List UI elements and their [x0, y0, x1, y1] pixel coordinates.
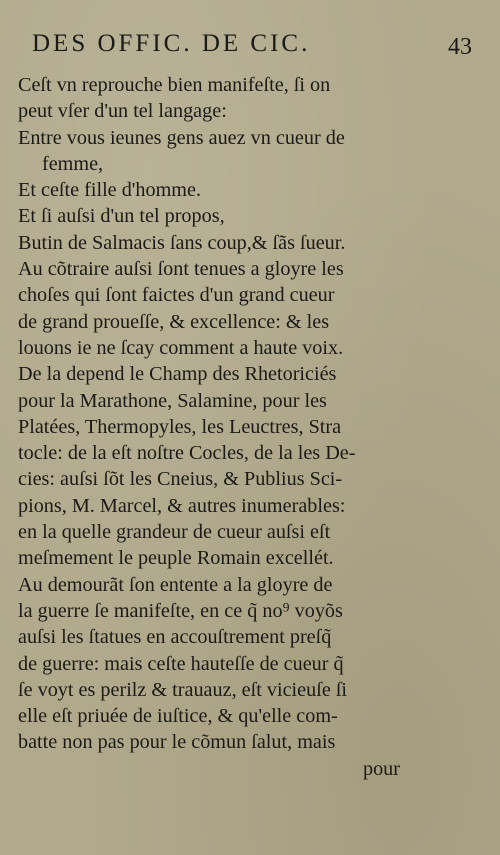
text-line: la guerre ſe manifeſte, en ce q̃ no⁹ voyõs	[18, 599, 343, 622]
text-line: pour la Marathone, Salamine, pour les	[18, 389, 327, 412]
text-line: ſe voyt es perilz & trauauz, eſt vicieuſe ſi	[18, 678, 348, 701]
text-line: Ceſt vn reprouche bien manifeſte, ſi on	[18, 74, 331, 96]
text-line: Et ceſte fille d'homme.	[18, 179, 202, 202]
page-header	[32, 30, 472, 66]
text-line: en la quelle grandeur de cueur auſsi eſt	[18, 521, 331, 544]
text-line: louons ie ne ſcay comment a haute voix.	[18, 336, 344, 359]
text-line: Platées, Thermopyles, les Leuctres, Stra	[18, 415, 342, 438]
text-line: Butin de Salmacis ſans coup,& ſãs ſueur.	[18, 231, 346, 254]
text-line: Au cõtraire auſsi ſont tenues a gloyre les	[18, 258, 344, 281]
running-head: DES OFFIC. DE CIC.	[32, 30, 311, 57]
text-line: de guerre: mais ceſte hauteſſe de cueur q̃	[18, 652, 344, 675]
page-number: 43	[448, 34, 472, 60]
text-line: elle eſt priuée de iuſtice, & qu'elle com-	[18, 705, 338, 728]
text-line: auſsi les ſtatues en accouſtrement preſq̃	[18, 626, 332, 649]
text-line: peut vſer d'un tel langage:	[18, 100, 227, 123]
text-line: Et ſi auſsi d'un tel propos,	[18, 205, 225, 228]
text-line: pions, M. Marcel, & autres inumerables:	[18, 494, 346, 517]
text-line: Au demourãt ſon entente a la gloyre de	[18, 573, 333, 596]
text-line: batte non pas pour le cõmun ſalut, mais	[18, 731, 336, 754]
text-line: femme,	[42, 152, 104, 175]
text-line: meſmement le peuple Romain excellét.	[18, 547, 334, 570]
text-line: de grand proueſſe, & excellence: & les	[18, 310, 330, 333]
text-line: De la depend le Champ des Rhetoriciés	[18, 363, 337, 386]
text-line: choſes qui ſont faictes d'un grand cueur	[18, 284, 335, 307]
body-text	[18, 72, 400, 782]
text-line: tocle: de la eſt noſtre Cocles, de la les De-	[18, 442, 356, 465]
text-line: cies: auſsi ſõt les Cneius, & Publius Sci-	[18, 468, 343, 491]
text-line: Entre vous ieunes gens auez vn cueur de	[18, 126, 345, 149]
catchword: pour	[362, 757, 400, 780]
